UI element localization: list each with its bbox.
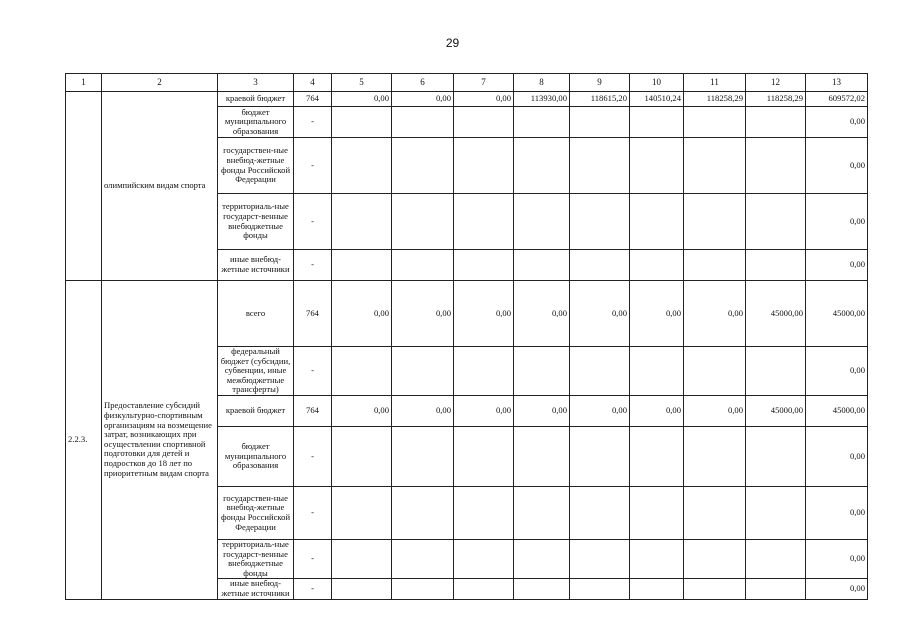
code-cell: 764	[294, 92, 332, 107]
value-cell	[392, 107, 454, 138]
value-cell	[514, 138, 570, 194]
value-cell	[746, 539, 806, 578]
value-cell	[454, 194, 514, 250]
header-cell: 6	[392, 74, 454, 92]
value-cell: 0,00	[332, 395, 392, 426]
value-cell	[392, 579, 454, 599]
code-cell: -	[294, 107, 332, 138]
value-cell	[630, 107, 684, 138]
header-cell: 3	[218, 74, 294, 92]
header-cell: 1	[66, 74, 102, 92]
value-cell: 45000,00	[746, 395, 806, 426]
value-cell	[570, 486, 630, 539]
value-cell	[514, 347, 570, 396]
value-cell	[684, 138, 746, 194]
header-cell: 5	[332, 74, 392, 92]
value-cell	[570, 539, 630, 578]
value-cell	[630, 347, 684, 396]
value-cell	[684, 107, 746, 138]
funding-source: всего	[218, 281, 294, 347]
value-cell	[514, 486, 570, 539]
value-cell	[514, 107, 570, 138]
value-cell: 0,00	[392, 281, 454, 347]
value-cell	[454, 250, 514, 281]
value-cell	[332, 138, 392, 194]
code-cell: -	[294, 579, 332, 599]
value-cell	[454, 539, 514, 578]
value-cell: 0,00	[392, 92, 454, 107]
header-cell: 11	[684, 74, 746, 92]
header-cell: 12	[746, 74, 806, 92]
code-cell: 764	[294, 395, 332, 426]
code-cell: -	[294, 138, 332, 194]
value-cell	[454, 347, 514, 396]
value-cell	[392, 486, 454, 539]
value-cell	[684, 194, 746, 250]
funding-source: бюджет муниципального образования	[218, 426, 294, 486]
value-cell: 118615,20	[570, 92, 630, 107]
value-cell: 0,00	[514, 281, 570, 347]
item-code	[66, 92, 102, 281]
value-cell	[454, 426, 514, 486]
value-cell	[630, 579, 684, 599]
value-cell: 0,00	[630, 395, 684, 426]
value-cell: 0,00	[332, 92, 392, 107]
value-cell	[570, 347, 630, 396]
value-cell: 0,00	[806, 138, 868, 194]
funding-source: иные внебюд-жетные источники	[218, 579, 294, 599]
value-cell	[630, 426, 684, 486]
code-cell: -	[294, 426, 332, 486]
header-cell: 9	[570, 74, 630, 92]
table-row	[66, 92, 868, 107]
header-row	[66, 74, 868, 92]
value-cell: 0,00	[332, 281, 392, 347]
value-cell: 0,00	[630, 281, 684, 347]
funding-source: краевой бюджет	[218, 92, 294, 107]
value-cell	[332, 347, 392, 396]
header-cell: 7	[454, 74, 514, 92]
page-number: 29	[445, 36, 460, 50]
value-cell	[392, 539, 454, 578]
header-cell: 2	[102, 74, 218, 92]
code-cell: -	[294, 194, 332, 250]
value-cell	[570, 138, 630, 194]
value-cell	[746, 579, 806, 599]
value-cell	[454, 138, 514, 194]
value-cell	[684, 426, 746, 486]
value-cell	[746, 107, 806, 138]
value-cell: 0,00	[570, 395, 630, 426]
value-cell: 0,00	[454, 281, 514, 347]
value-cell	[392, 250, 454, 281]
value-cell: 0,00	[684, 395, 746, 426]
value-cell	[746, 138, 806, 194]
value-cell	[630, 539, 684, 578]
value-cell	[392, 347, 454, 396]
funding-source: федеральный бюджет (субсидии, субвенции, иные межбюджетные трансферты)	[218, 347, 294, 396]
value-cell	[514, 579, 570, 599]
funding-source: государствен-ные внебюд-жетные фонды Российской Федерации	[218, 486, 294, 539]
funding-source: государствен-ные внебюд-жетные фонды Российской Федерации	[218, 138, 294, 194]
value-cell	[570, 579, 630, 599]
funding-source: иные внебюд-жетные источники	[218, 250, 294, 281]
value-cell	[454, 579, 514, 599]
value-cell: 118258,29	[746, 92, 806, 107]
value-cell	[684, 486, 746, 539]
value-cell: 45000,00	[806, 395, 868, 426]
value-cell	[684, 579, 746, 599]
value-cell: 140510,24	[630, 92, 684, 107]
value-cell: 0,00	[806, 539, 868, 578]
value-cell	[570, 107, 630, 138]
value-cell	[454, 107, 514, 138]
value-cell	[332, 539, 392, 578]
value-cell	[392, 426, 454, 486]
value-cell	[392, 194, 454, 250]
budget-table	[65, 73, 868, 600]
value-cell	[746, 194, 806, 250]
value-cell: 0,00	[806, 486, 868, 539]
value-cell: 0,00	[806, 107, 868, 138]
funding-source: бюджет муниципального образования	[218, 107, 294, 138]
value-cell	[746, 250, 806, 281]
value-cell: 0,00	[806, 194, 868, 250]
code-cell: -	[294, 486, 332, 539]
value-cell: 0,00	[806, 426, 868, 486]
value-cell	[514, 194, 570, 250]
value-cell: 0,00	[454, 395, 514, 426]
header-cell: 13	[806, 74, 868, 92]
value-cell	[454, 486, 514, 539]
item-code: 2.2.3.	[66, 281, 102, 600]
value-cell: 0,00	[454, 92, 514, 107]
value-cell: 0,00	[806, 347, 868, 396]
header-cell: 10	[630, 74, 684, 92]
code-cell: -	[294, 250, 332, 281]
value-cell	[514, 250, 570, 281]
funding-source: территориаль-ные государст-венные внебюджетные фонды	[218, 194, 294, 250]
value-cell	[514, 426, 570, 486]
value-cell	[684, 539, 746, 578]
value-cell	[684, 250, 746, 281]
value-cell	[332, 579, 392, 599]
funding-source: краевой бюджет	[218, 395, 294, 426]
value-cell	[392, 138, 454, 194]
header-cell: 4	[294, 74, 332, 92]
code-cell: 764	[294, 281, 332, 347]
code-cell: -	[294, 347, 332, 396]
value-cell: 45000,00	[806, 281, 868, 347]
value-cell	[630, 138, 684, 194]
value-cell: 609572,02	[806, 92, 868, 107]
value-cell: 0,00	[514, 395, 570, 426]
value-cell	[630, 250, 684, 281]
value-cell	[332, 250, 392, 281]
funding-source: территориаль-ные государст-венные внебюджетные фонды	[218, 539, 294, 578]
value-cell	[332, 194, 392, 250]
value-cell	[332, 426, 392, 486]
header-cell: 8	[514, 74, 570, 92]
value-cell: 0,00	[570, 281, 630, 347]
value-cell: 113930,00	[514, 92, 570, 107]
value-cell	[570, 250, 630, 281]
value-cell	[570, 426, 630, 486]
value-cell	[746, 347, 806, 396]
value-cell	[746, 426, 806, 486]
item-description: Предоставление субсидий физкультурно-спортивным организациям на возмещение затрат, возникающих при осуществлении спортивной подготовки для детей и подростков до 18 лет по приоритетным видам спорта	[102, 281, 218, 600]
value-cell	[630, 486, 684, 539]
value-cell: 0,00	[684, 281, 746, 347]
value-cell	[332, 107, 392, 138]
value-cell: 118258,29	[684, 92, 746, 107]
code-cell: -	[294, 539, 332, 578]
value-cell	[746, 486, 806, 539]
item-description: олимпийским видам спорта	[102, 92, 218, 281]
value-cell	[630, 194, 684, 250]
value-cell	[684, 347, 746, 396]
table-row	[66, 281, 868, 347]
value-cell: 0,00	[806, 579, 868, 599]
value-cell: 0,00	[392, 395, 454, 426]
value-cell: 45000,00	[746, 281, 806, 347]
value-cell	[514, 539, 570, 578]
value-cell: 0,00	[806, 250, 868, 281]
value-cell	[570, 194, 630, 250]
value-cell	[332, 486, 392, 539]
